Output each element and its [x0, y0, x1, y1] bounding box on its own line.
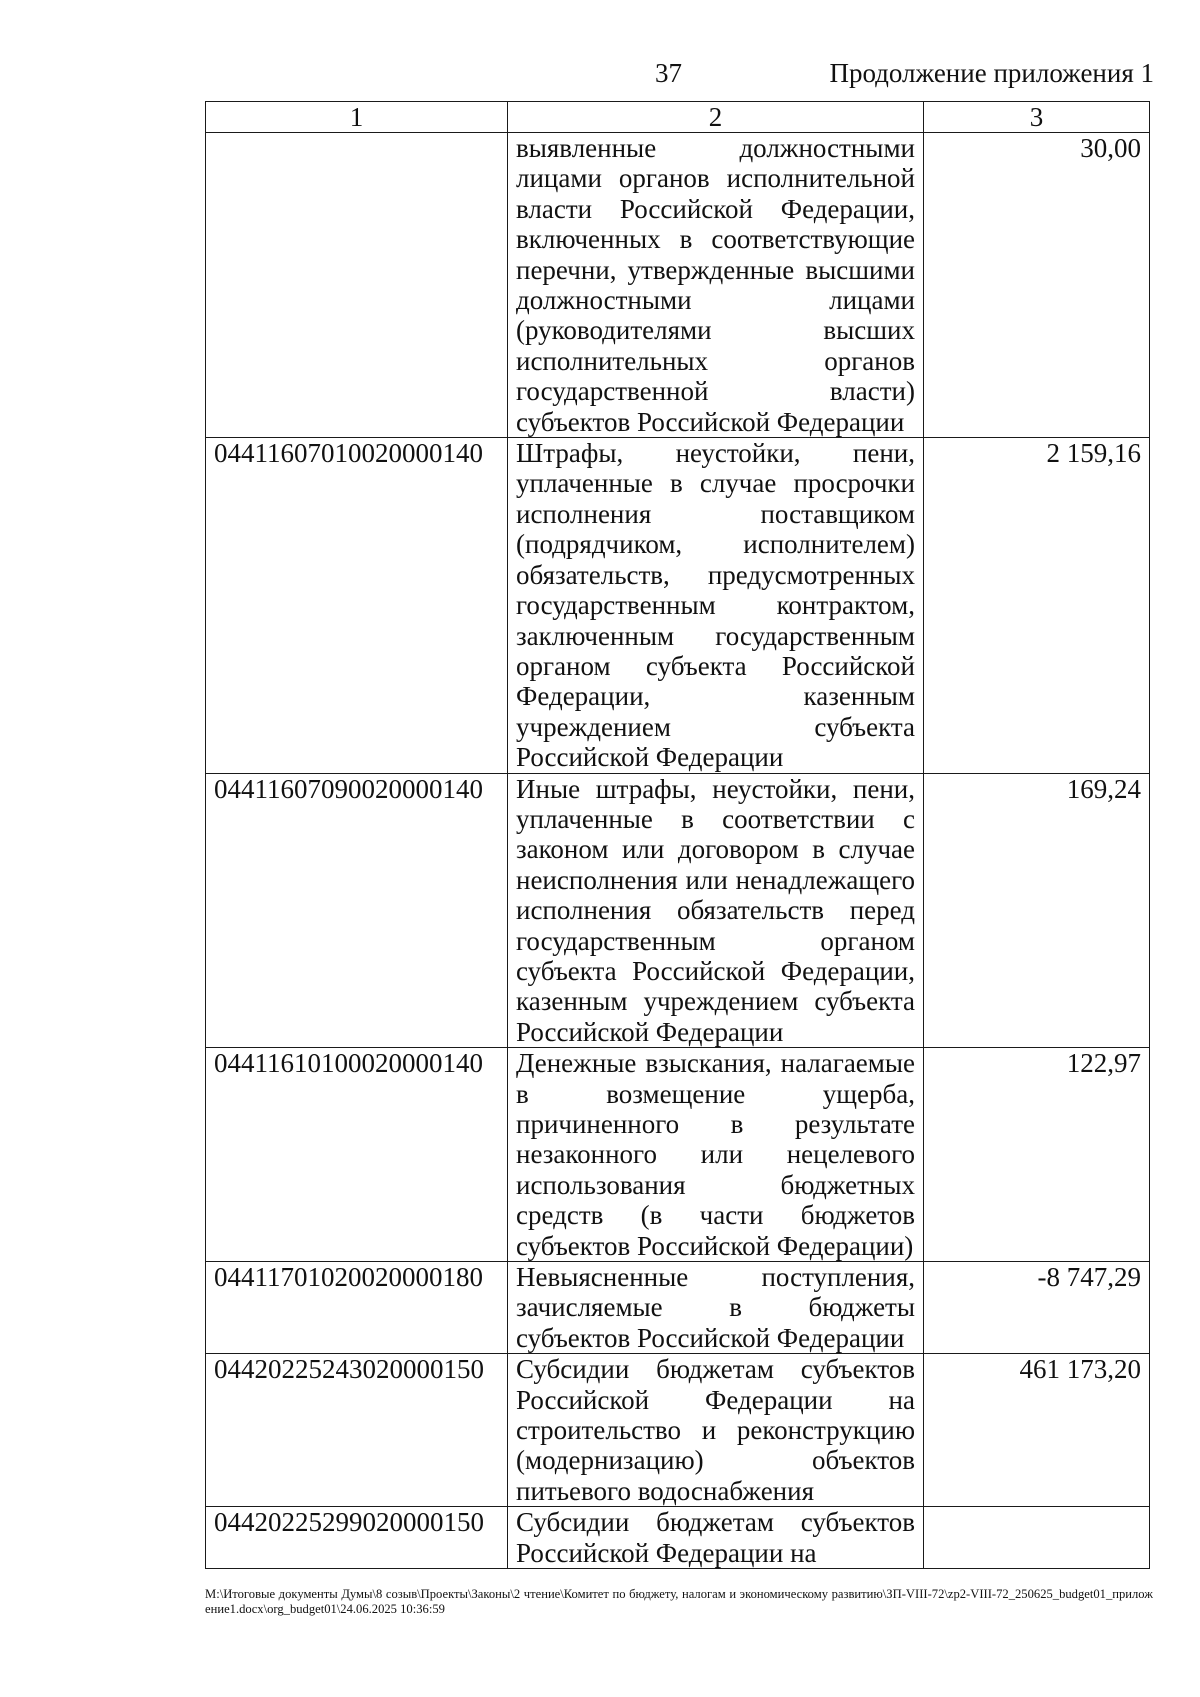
column-header-3: 3 — [924, 102, 1150, 133]
amount-cell: 461 173,20 — [924, 1354, 1150, 1507]
amount-cell: 122,97 — [924, 1048, 1150, 1262]
budget-code-cell: 04420225299020000150 — [206, 1507, 508, 1569]
description-cell: Иные штрафы, неустойки, пени, уплаченные в соответствии с законом или договором в случае неисполнения или ненадлежащего исполнения обязательств перед государственным органом субъекта Российской Федерации, казенным учреждением субъекта Российской Федерации — [508, 773, 924, 1048]
budget-code-cell: 04411701020020000180 — [206, 1262, 508, 1354]
amount-cell — [924, 1507, 1150, 1569]
table-header-row — [206, 102, 1150, 133]
table-row — [206, 438, 1150, 773]
table-row — [206, 1262, 1150, 1354]
description-cell: Штрафы, неустойки, пени, уплаченные в случае просрочки исполнения поставщиком (подрядчиком, исполнителем) обязательств, предусмотренных государственным контрактом, заключенным государственным органом субъекта Российской Федерации, казенным учреждением субъекта Российской Федерации — [508, 438, 924, 773]
column-header-2: 2 — [508, 102, 924, 133]
description-cell: Субсидии бюджетам субъектов Российской Федерации на строительство и реконструкцию (модернизацию) объектов питьевого водоснабжения — [508, 1354, 924, 1507]
description-cell: Невыясненные поступления, зачисляемые в бюджеты субъектов Российской Федерации — [508, 1262, 924, 1354]
table-row — [206, 1507, 1150, 1569]
continuation-caption: Продолжение приложения 1 — [829, 58, 1154, 88]
amount-cell: 2 159,16 — [924, 438, 1150, 773]
column-header-1: 1 — [206, 102, 508, 133]
budget-table — [205, 101, 1150, 1569]
budget-code-cell — [206, 133, 508, 438]
page-number: 37 — [655, 58, 682, 88]
budget-code-cell: 04411610100020000140 — [206, 1048, 508, 1262]
budget-code-cell: 04411607090020000140 — [206, 773, 508, 1048]
table-row — [206, 1354, 1150, 1507]
budget-code-cell: 04420225243020000150 — [206, 1354, 508, 1507]
table-row — [206, 773, 1150, 1048]
description-cell: выявленные должностными лицами органов исполнительной власти Российской Федерации, включенных в соответствующие перечни, утвержденные высшими должностными лицами (руководителями высших исполнительных органов государственной власти) субъектов Российской Федерации — [508, 133, 924, 438]
document-file-path: M:\Итоговые документы Думы\8 созыв\Проекты\Законы\2 чтение\Комитет по бюджету, налогам и экономическому развитию\ЗП-VIII-72\zp2-VIII-72_250625_budget01_приложение1.docx\org_budget01\24.06.2025 10:36:59 — [205, 1587, 1153, 1616]
description-cell: Субсидии бюджетам субъектов Российской Федерации на — [508, 1507, 924, 1569]
amount-cell: -8 747,29 — [924, 1262, 1150, 1354]
table-row — [206, 1048, 1150, 1262]
amount-cell: 169,24 — [924, 773, 1150, 1048]
description-cell: Денежные взыскания, налагаемые в возмещение ущерба, причиненного в результате незаконного или нецелевого использования бюджетных средств (в части бюджетов субъектов Российской Федерации) — [508, 1048, 924, 1262]
amount-cell: 30,00 — [924, 133, 1150, 438]
budget-code-cell: 04411607010020000140 — [206, 438, 508, 773]
table-row — [206, 133, 1150, 438]
